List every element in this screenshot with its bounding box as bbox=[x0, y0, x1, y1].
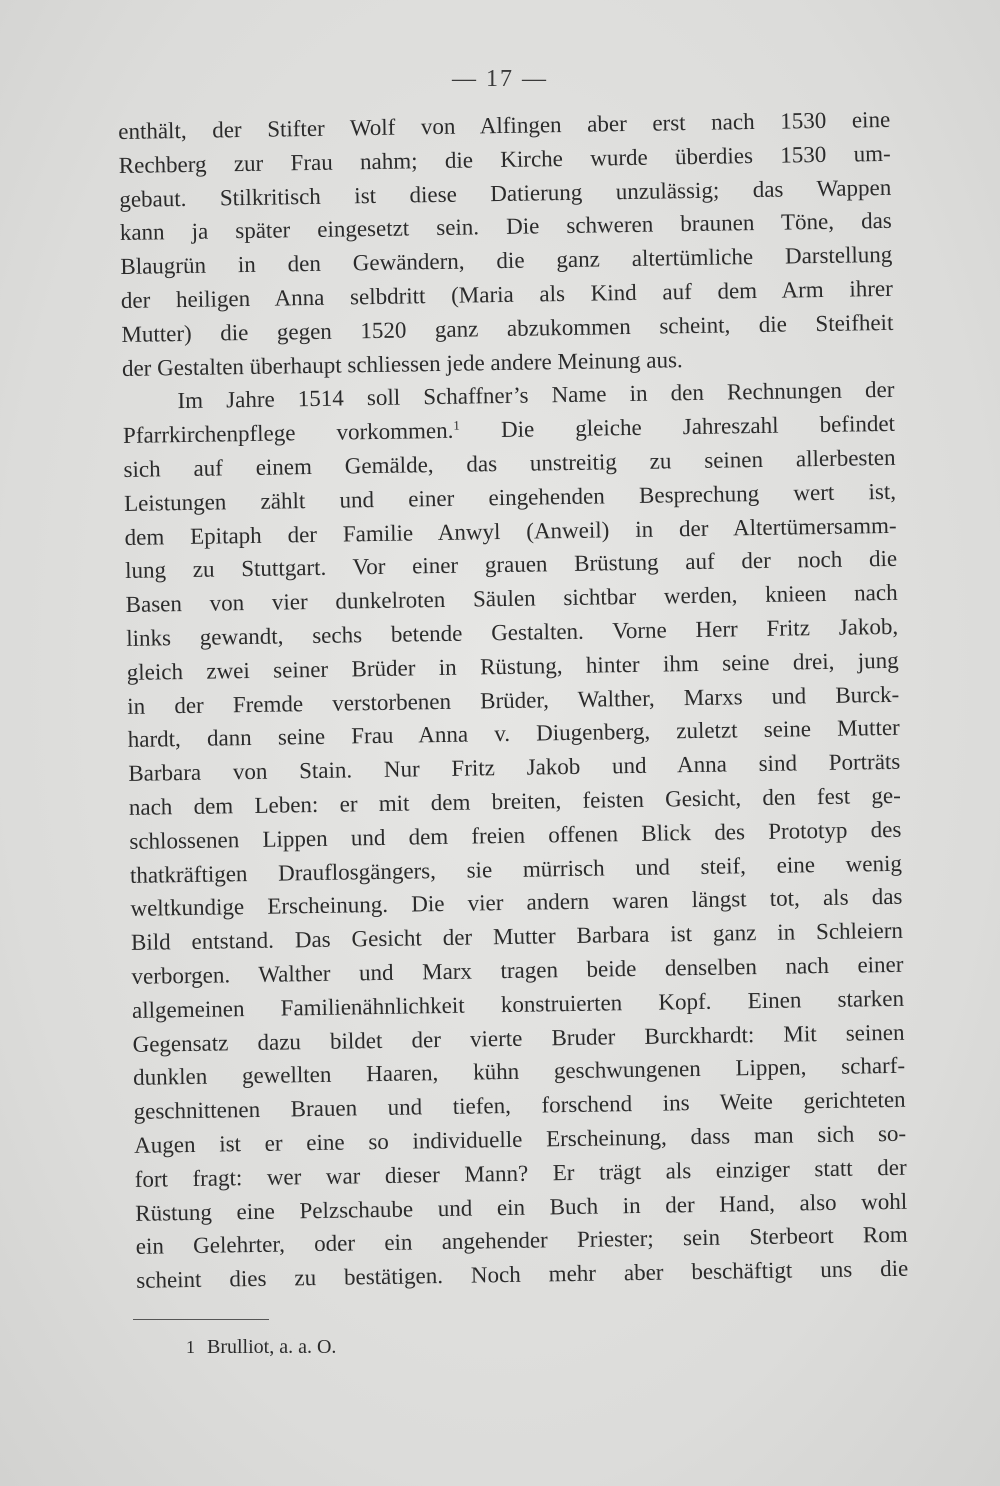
footnote-divider bbox=[133, 1319, 269, 1320]
text-line: Basen von vier dunkelroten Säulen sichtbar werden, knieen nach bbox=[125, 579, 898, 618]
text-line: hardt, dann seine Frau Anna v. Diugenberg, zuletzt seine Mutter bbox=[127, 715, 900, 753]
text-line: in der Fremde verstorbenen Brüder, Walther, Marxs und Burck- bbox=[127, 681, 900, 719]
text-line: weltkundige Erscheinung. Die vier andern waren längst tot, als das bbox=[130, 884, 903, 922]
page-number: — 17 — bbox=[452, 66, 548, 92]
text-line: enthält, der Stifter Wolf von Alfingen aber erst nach 1530 eine bbox=[118, 106, 891, 144]
text-line: schlossenen Lippen und dem freien offenen Blick des Prototyp des bbox=[129, 816, 902, 854]
text-line: ein Gelehrter, oder ein angehender Priester; sein Sterbeort Rom bbox=[135, 1222, 908, 1260]
text-line: thatkräftigen Drauflosgängers, sie mürrisch und steif, eine wenig bbox=[129, 850, 903, 888]
text-line: verborgen. Walther und Marx tragen beide denselben nach einer bbox=[131, 951, 904, 989]
text-line: dem Epitaph der Familie Anwyl (Anweil) in der Altertümersamm- bbox=[124, 512, 897, 550]
text-line: nach dem Leben: er mit dem breiten, feisten Gesicht, den fest ge- bbox=[128, 782, 901, 820]
text-line: Blaugrün in den Gewändern, die ganz altertümliche Darstellung bbox=[120, 242, 893, 280]
text-line: gebaut. Stilkritisch ist diese Datierung unzulässig; das Wappen bbox=[119, 174, 892, 212]
text-line: gleich zwei seiner Brüder in Rüstung, hinter ihm seine drei, jung bbox=[126, 647, 899, 685]
text-line: kann ja später eingesetzt sein. Die schweren braunen Töne, das bbox=[119, 208, 892, 246]
text-line: Augen ist er eine so individuelle Erscheinung, dass man sich so- bbox=[133, 1120, 907, 1158]
footnote bbox=[186, 1336, 336, 1359]
text-line: geschnittenen Brauen und tiefen, forschend ins Weite gerichteten bbox=[133, 1086, 906, 1124]
text-fragment: Die gleiche Jahreszahl befindet bbox=[500, 411, 896, 443]
text-line: Rüstung eine Pelzschaube und ein Buch in der Hand, also wohl bbox=[135, 1188, 908, 1226]
text-line: allgemeinen Familienähnlichkeit konstruierten Kopf. Einen starken bbox=[131, 985, 905, 1023]
text-line: Leistungen zählt und einer eingehenden Besprechung wert ist, bbox=[123, 478, 897, 516]
text-line: der heiligen Anna selbdritt (Maria als Kind auf dem Arm ihrer bbox=[120, 275, 894, 313]
text-line: Rechberg zur Frau nahm; die Kirche wurde überdies 1530 um- bbox=[118, 140, 891, 178]
text-line: Bild entstand. Das Gesicht der Mutter Barbara ist ganz in Schleiern bbox=[130, 917, 904, 956]
footnote-reference: 1 bbox=[453, 417, 460, 433]
text-line: lung zu Stuttgart. Vor einer grauen Brüstung auf der noch die bbox=[124, 546, 898, 584]
footnote-mark: 1 bbox=[186, 1337, 195, 1357]
text-line: Mutter) die gegen 1520 ganz abzukommen scheint, die Steifheit bbox=[121, 309, 894, 347]
footnote-text: Brulliot, a. a. O. bbox=[207, 1336, 337, 1358]
text-line: der Gestalten überhaupt schliessen jede andere Meinung aus. bbox=[121, 346, 683, 381]
text-line: sich auf einem Gemälde, das unstreitig zu seinen allerbesten bbox=[123, 444, 896, 482]
text-fragment: Pfarrkirchenpflege vorkommen. bbox=[122, 417, 454, 449]
text-line: Gegensatz dazu bildet der vierte Bruder Burckhardt: Mit seinen bbox=[132, 1019, 905, 1057]
text-line: Im Jahre 1514 soll Schaffner’s Name in den Rechnungen der bbox=[177, 377, 895, 414]
text-line: scheint dies zu bestätigen. Noch mehr aber beschäftigt uns die bbox=[136, 1255, 909, 1293]
text-line: dunklen gewellten Haaren, kühn geschwungenen Lippen, scharf- bbox=[132, 1053, 906, 1091]
text-line: links gewandt, sechs betende Gestalten. Vorne Herr Fritz Jakob, bbox=[126, 613, 899, 651]
body-text bbox=[118, 103, 908, 1298]
text-line: Barbara von Stain. Nur Fritz Jakob und Anna sind Porträts bbox=[128, 748, 901, 787]
text-line: fort fragt: wer war dieser Mann? Er trägt als einziger statt der bbox=[134, 1154, 907, 1192]
